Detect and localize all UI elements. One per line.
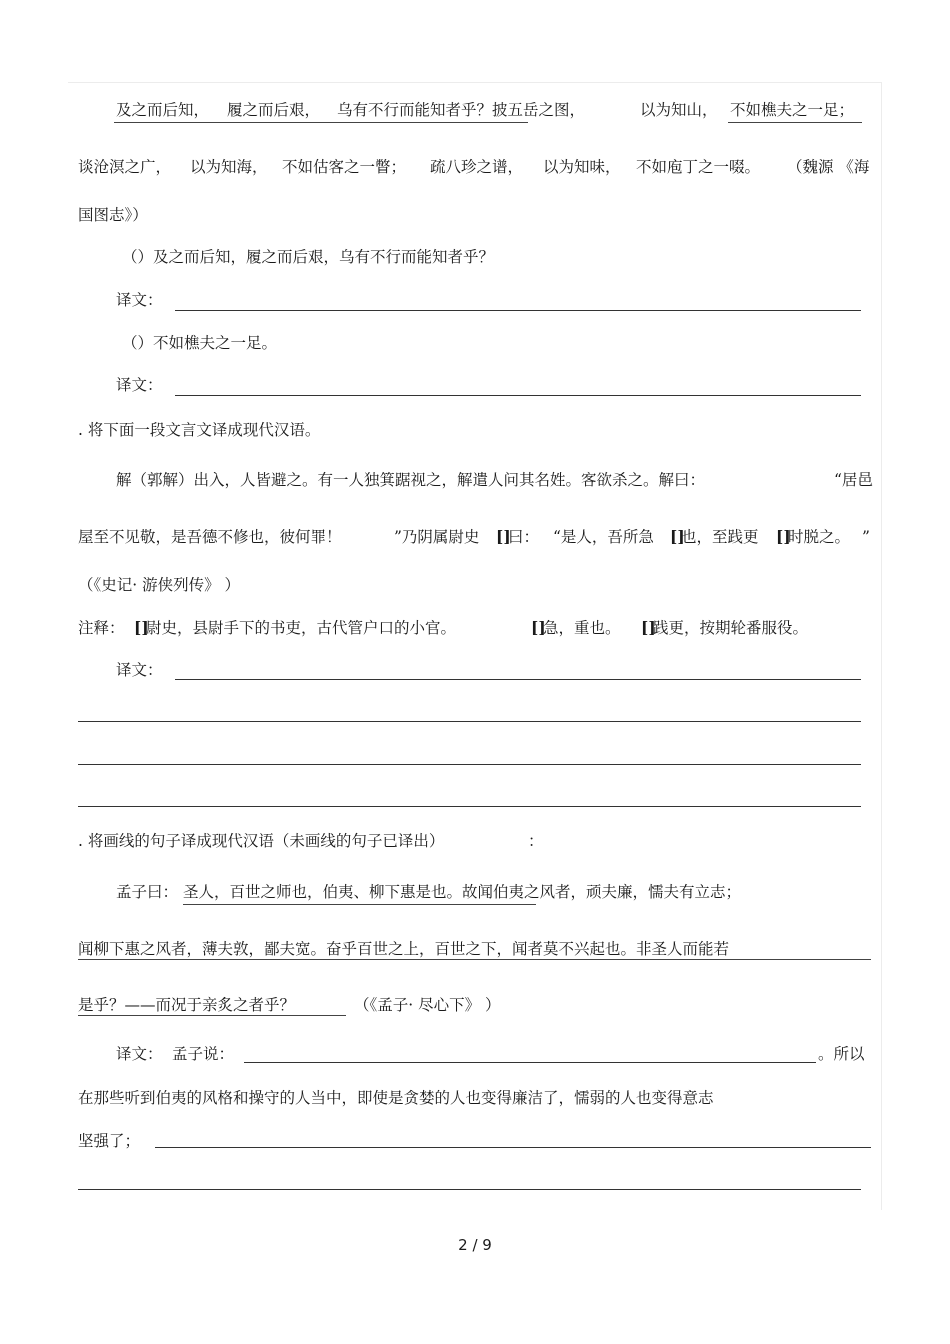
page-border-right [881,82,882,1210]
passage1-source: 国图志》） [78,206,148,224]
passage1-text: 谈沧溟之广， [78,158,172,176]
q1-item: （）及之而后知，履之而后艰，乌有不行而能知者乎？ [122,248,495,266]
q2-text: ” [862,528,870,546]
note-marker: [] [134,618,149,637]
answer-line[interactable] [175,310,861,311]
q2-text: 屋至不见敬，是吾德不修也，彼何罪！ [78,528,342,546]
passage1-text: 不如估客之一瞥； [282,158,407,176]
passage1-text: 履之而后艰， [227,101,321,119]
q3-text: 是乎？——而况于亲炙之者乎？ [78,996,296,1014]
q1-item: （）不如樵夫之一足。 [122,334,278,352]
given-translation: 。所以 [818,1045,865,1063]
note-marker: [] [670,527,685,546]
passage1-source: （魏源 《海 [787,158,870,176]
note-marker: [] [531,618,546,637]
q2-text: ”乃阴属尉史 [394,528,480,546]
q2-text: 曰： [508,528,540,546]
q2-source: （《史记· 游侠列传》 ） [78,576,241,594]
given-translation: 孟子说： [172,1045,235,1063]
q2-text: 时脱之。 [788,528,851,546]
answer-line[interactable] [78,806,861,807]
passage1-text: 及之而后知， [116,101,210,119]
q2-heading: . 将下面一段文言文译成现代汉语。 [78,421,321,439]
underline [78,959,871,960]
q2-text: “是人，吾所急 [553,528,654,546]
underline [114,122,528,123]
note-marker: [] [496,527,511,546]
q2-text: 解（郭解）出入，人皆避之。有一人独箕踞视之，解遣人问其名姓。客欲杀之。解曰： [116,471,706,489]
q3-text: 孟子曰： [116,883,179,901]
q3-heading: . 将画线的句子译成现代汉语（未画线的句子已译出） [78,832,445,850]
answer-line[interactable] [155,1147,871,1148]
passage1-text: 以为知山， [640,101,718,119]
given-translation: 坚强了； [78,1132,141,1150]
page-number: 2 / 9 [458,1236,492,1254]
passage1-text: 以为知味， [543,158,621,176]
note-text: 急，重也。 [543,619,621,637]
translation-label: 译文： [116,1045,163,1063]
passage1-text: 不如庖丁之一啜。 [636,158,761,176]
underline [728,122,862,123]
answer-line[interactable] [175,679,861,680]
passage1-text: 疏八珍之谱， [430,158,524,176]
q3-text: 闻柳下惠之风者，薄夫敦，鄙夫宽。奋乎百世之上，百世之下，闻者莫不兴起也。非圣人而能若 [78,940,730,958]
passage1-text: 以为知海， [190,158,268,176]
translation-label: 译文： [116,661,163,679]
passage1-text: 不如樵夫之一足； [730,101,855,119]
q2-text: “居邑 [834,471,873,489]
note-label: 注释： [78,619,125,637]
note-marker: [] [776,527,791,546]
q3-text: 圣人，百世之师也，伯夷、柳下惠是也。故闻伯夷之风者，顽夫廉，懦夫有立志； [183,883,742,901]
answer-line[interactable] [78,764,861,765]
note-text: 尉史，县尉手下的书吏，古代管户口的小官。 [146,619,457,637]
note-marker: [] [641,618,656,637]
q2-text: 也，至践更 [681,528,759,546]
passage1-text: 乌有不行而能知者乎？披五岳之图， [337,101,586,119]
answer-line[interactable] [244,1062,816,1063]
q3-heading: ： [528,832,544,850]
answer-line[interactable] [78,721,861,722]
q3-source: （《孟子· 尽心下》 ） [354,996,501,1014]
underline [183,904,536,905]
note-text: 践更，按期轮番服役。 [653,619,809,637]
translation-label: 译文： [116,376,163,394]
answer-line[interactable] [78,1189,861,1190]
translation-label: 译文： [116,291,163,309]
given-translation: 在那些听到伯夷的风格和操守的人当中，即使是贪婪的人也变得廉洁了，懦弱的人也变得意志 [78,1089,714,1107]
page-border-top [68,82,882,83]
underline [78,1015,346,1016]
answer-line[interactable] [175,395,861,396]
